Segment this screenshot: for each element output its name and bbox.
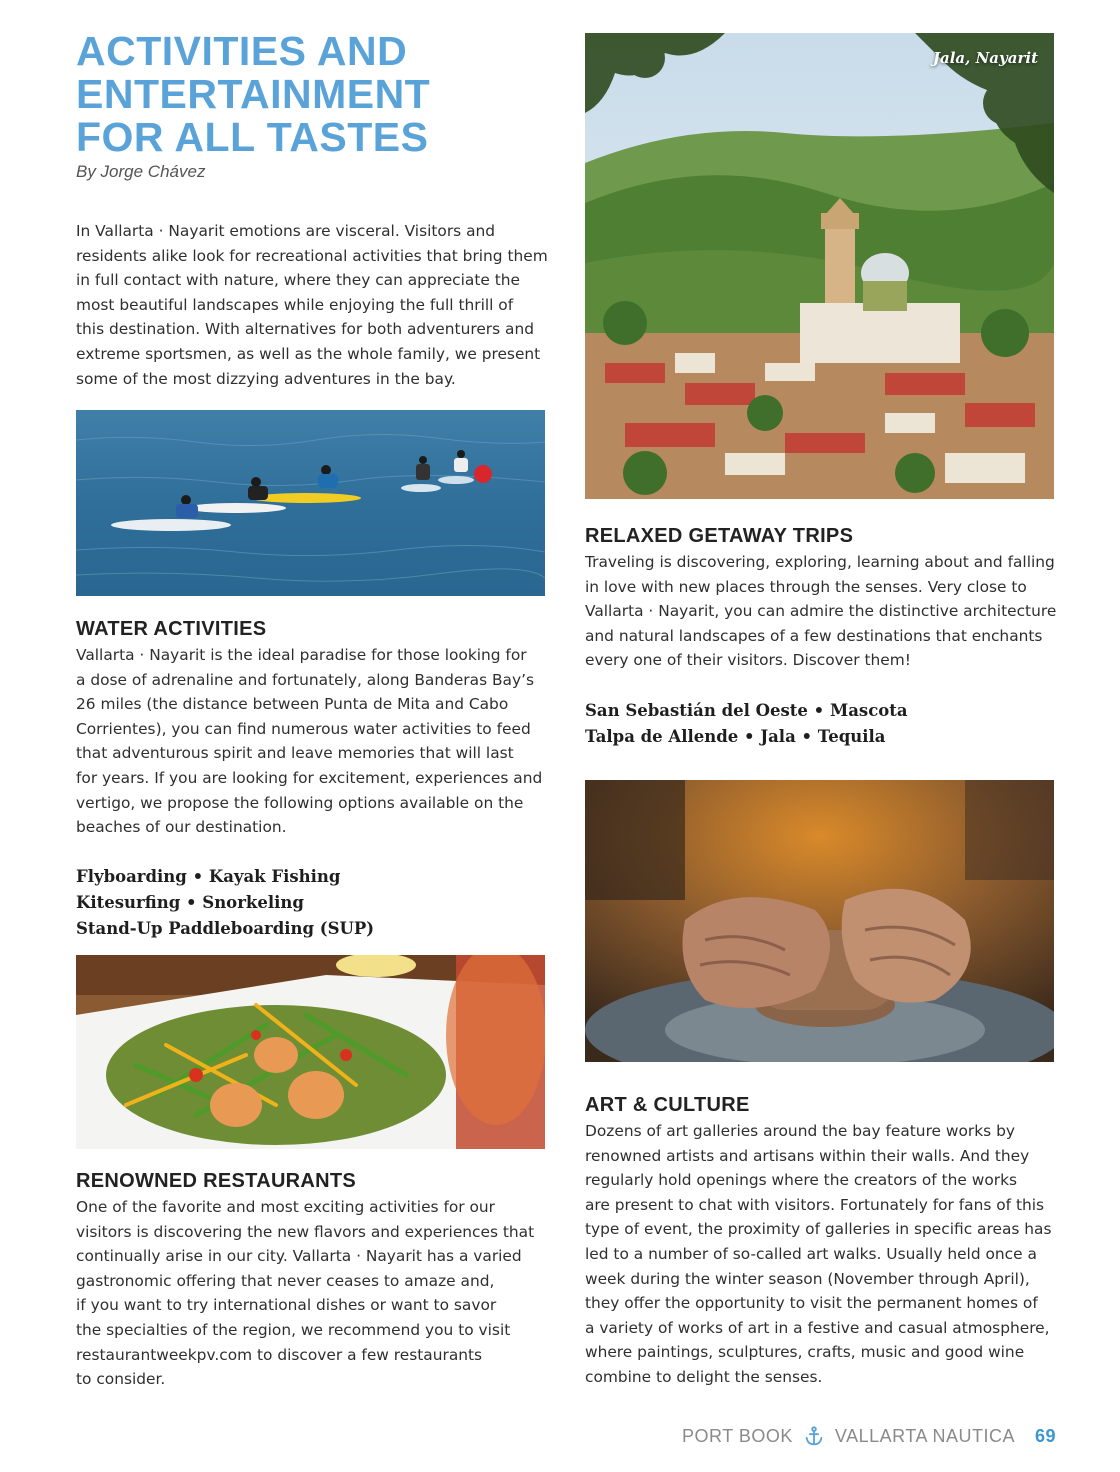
art-culture-paragraph: [585, 1119, 1052, 1390]
anchor-icon: [803, 1425, 825, 1447]
water-activities-list: [76, 864, 374, 942]
text-line: Vallarta · Nayarit, you can admire the distinctive architecture: [585, 602, 1057, 621]
text-line: restaurantweekpv.com to discover a few restaurants: [76, 1345, 483, 1364]
getaway-destinations-list: [585, 698, 908, 750]
paddleboard-photo: [76, 410, 545, 596]
byline: By Jorge Chávez: [76, 162, 206, 181]
page-footer: [682, 1425, 1056, 1447]
text-line: residents alike look for recreational activities that bring them: [76, 246, 548, 265]
text-line: extreme sportsmen, as well as the whole family, we present: [76, 344, 541, 363]
text-line: a variety of works of art in a festive and casual atmosphere,: [585, 1318, 1050, 1337]
section-heading: RENOWNED RESTAURANTS: [76, 1170, 357, 1192]
text-line: Dozens of art galleries around the bay feature works by: [585, 1122, 1015, 1140]
text-line: week during the winter season (November through April),: [585, 1269, 1030, 1288]
text-line: One of the favorite and most exciting activities for our: [76, 1198, 496, 1216]
title-line: ACTIVITIES AND: [76, 28, 408, 74]
text-line: if you want to try international dishes or want to savor: [76, 1296, 497, 1315]
section-heading: WATER ACTIVITIES: [76, 618, 267, 640]
getaway-paragraph: [585, 550, 1056, 673]
footer-magazine: VALLARTA NAUTICA: [834, 1425, 1015, 1446]
text-line: most beautiful landscapes while enjoying the full thrill of: [76, 295, 514, 314]
list-item: San Sebastián del Oeste • Mascota: [585, 701, 908, 720]
section-heading: ART & CULTURE: [585, 1094, 750, 1116]
text-line: type of event, the proximity of galleries in specific areas has: [585, 1220, 1052, 1239]
text-line: Vallarta · Nayarit is the ideal paradise for those looking for: [76, 646, 527, 664]
text-line: to consider.: [76, 1370, 166, 1389]
text-line: 26 miles (the distance between Punta de Mita and Cabo: [76, 695, 509, 714]
text-line: gastronomic offering that never ceases to amaze and,: [76, 1271, 495, 1290]
title-line: FOR ALL TASTES: [76, 114, 429, 160]
text-line: combine to delight the senses.: [585, 1367, 823, 1386]
text-line: they offer the opportunity to visit the permanent homes of: [585, 1294, 1038, 1313]
text-line: continually arise in our city. Vallarta · Nayarit has a varied: [76, 1247, 522, 1266]
text-line: every one of their visitors. Discover them!: [585, 651, 911, 670]
text-line: led to a number of so-called art walks. Usually held once a: [585, 1244, 1037, 1263]
text-line: this destination. With alternatives for both adventurers and: [76, 320, 534, 339]
text-line: vertigo, we propose the following options available on the: [76, 793, 524, 812]
list-item: Talpa de Allende • Jala • Tequila: [585, 727, 886, 746]
page-number: 69: [1034, 1425, 1056, 1446]
jala-town-photo: [585, 33, 1054, 499]
article-title: [76, 30, 556, 159]
text-line: Corrientes), you can find numerous water activities to feed: [76, 719, 531, 738]
photo-caption: Jala, Nayarit: [932, 49, 1038, 67]
text-line: in full contact with nature, where they can appreciate the: [76, 271, 520, 290]
text-line: visitors is discovering the new flavors and experiences that: [76, 1222, 535, 1241]
text-line: in love with new places through the senses. Very close to: [585, 577, 1027, 596]
text-line: renowned artists and artisans within their walls. And they: [585, 1146, 1030, 1165]
text-line: for years. If you are looking for excitement, experiences and: [76, 768, 543, 787]
text-line: some of the most dizzying adventures in the bay.: [76, 369, 456, 388]
restaurants-paragraph: [76, 1195, 534, 1392]
seafood-dish-photo: [76, 955, 545, 1149]
water-activities-paragraph: [76, 643, 542, 840]
text-line: Traveling is discovering, exploring, learning about and falling: [585, 553, 1055, 571]
text-line: a dose of adrenaline and fortunately, along Banderas Bay’s: [76, 670, 534, 689]
intro-paragraph: [76, 219, 548, 391]
list-item: Stand-Up Paddleboarding (SUP): [76, 919, 375, 938]
text-line: that adventurous spirit and leave memories that will last: [76, 744, 514, 763]
list-item: Flyboarding • Kayak Fishing: [76, 867, 341, 886]
text-line: are present to chat with visitors. Fortunately for fans of this: [585, 1195, 1045, 1214]
text-line: and natural landscapes of a few destinations that enchants: [585, 626, 1043, 645]
text-line: where paintings, sculptures, crafts, music and good wine: [585, 1343, 1025, 1362]
title-line: ENTERTAINMENT: [76, 71, 431, 117]
section-heading: RELAXED GETAWAY TRIPS: [585, 525, 854, 547]
footer-publication: PORT BOOK: [682, 1425, 793, 1446]
text-line: In Vallarta · Nayarit emotions are visceral. Visitors and: [76, 222, 496, 240]
text-line: beaches of our destination.: [76, 818, 287, 837]
list-item: Kitesurfing • Snorkeling: [76, 893, 304, 912]
text-line: the specialties of the region, we recommend you to visit: [76, 1320, 511, 1339]
pottery-hands-photo: [585, 780, 1054, 1062]
text-line: regularly hold openings where the creators of the works: [585, 1171, 1018, 1190]
